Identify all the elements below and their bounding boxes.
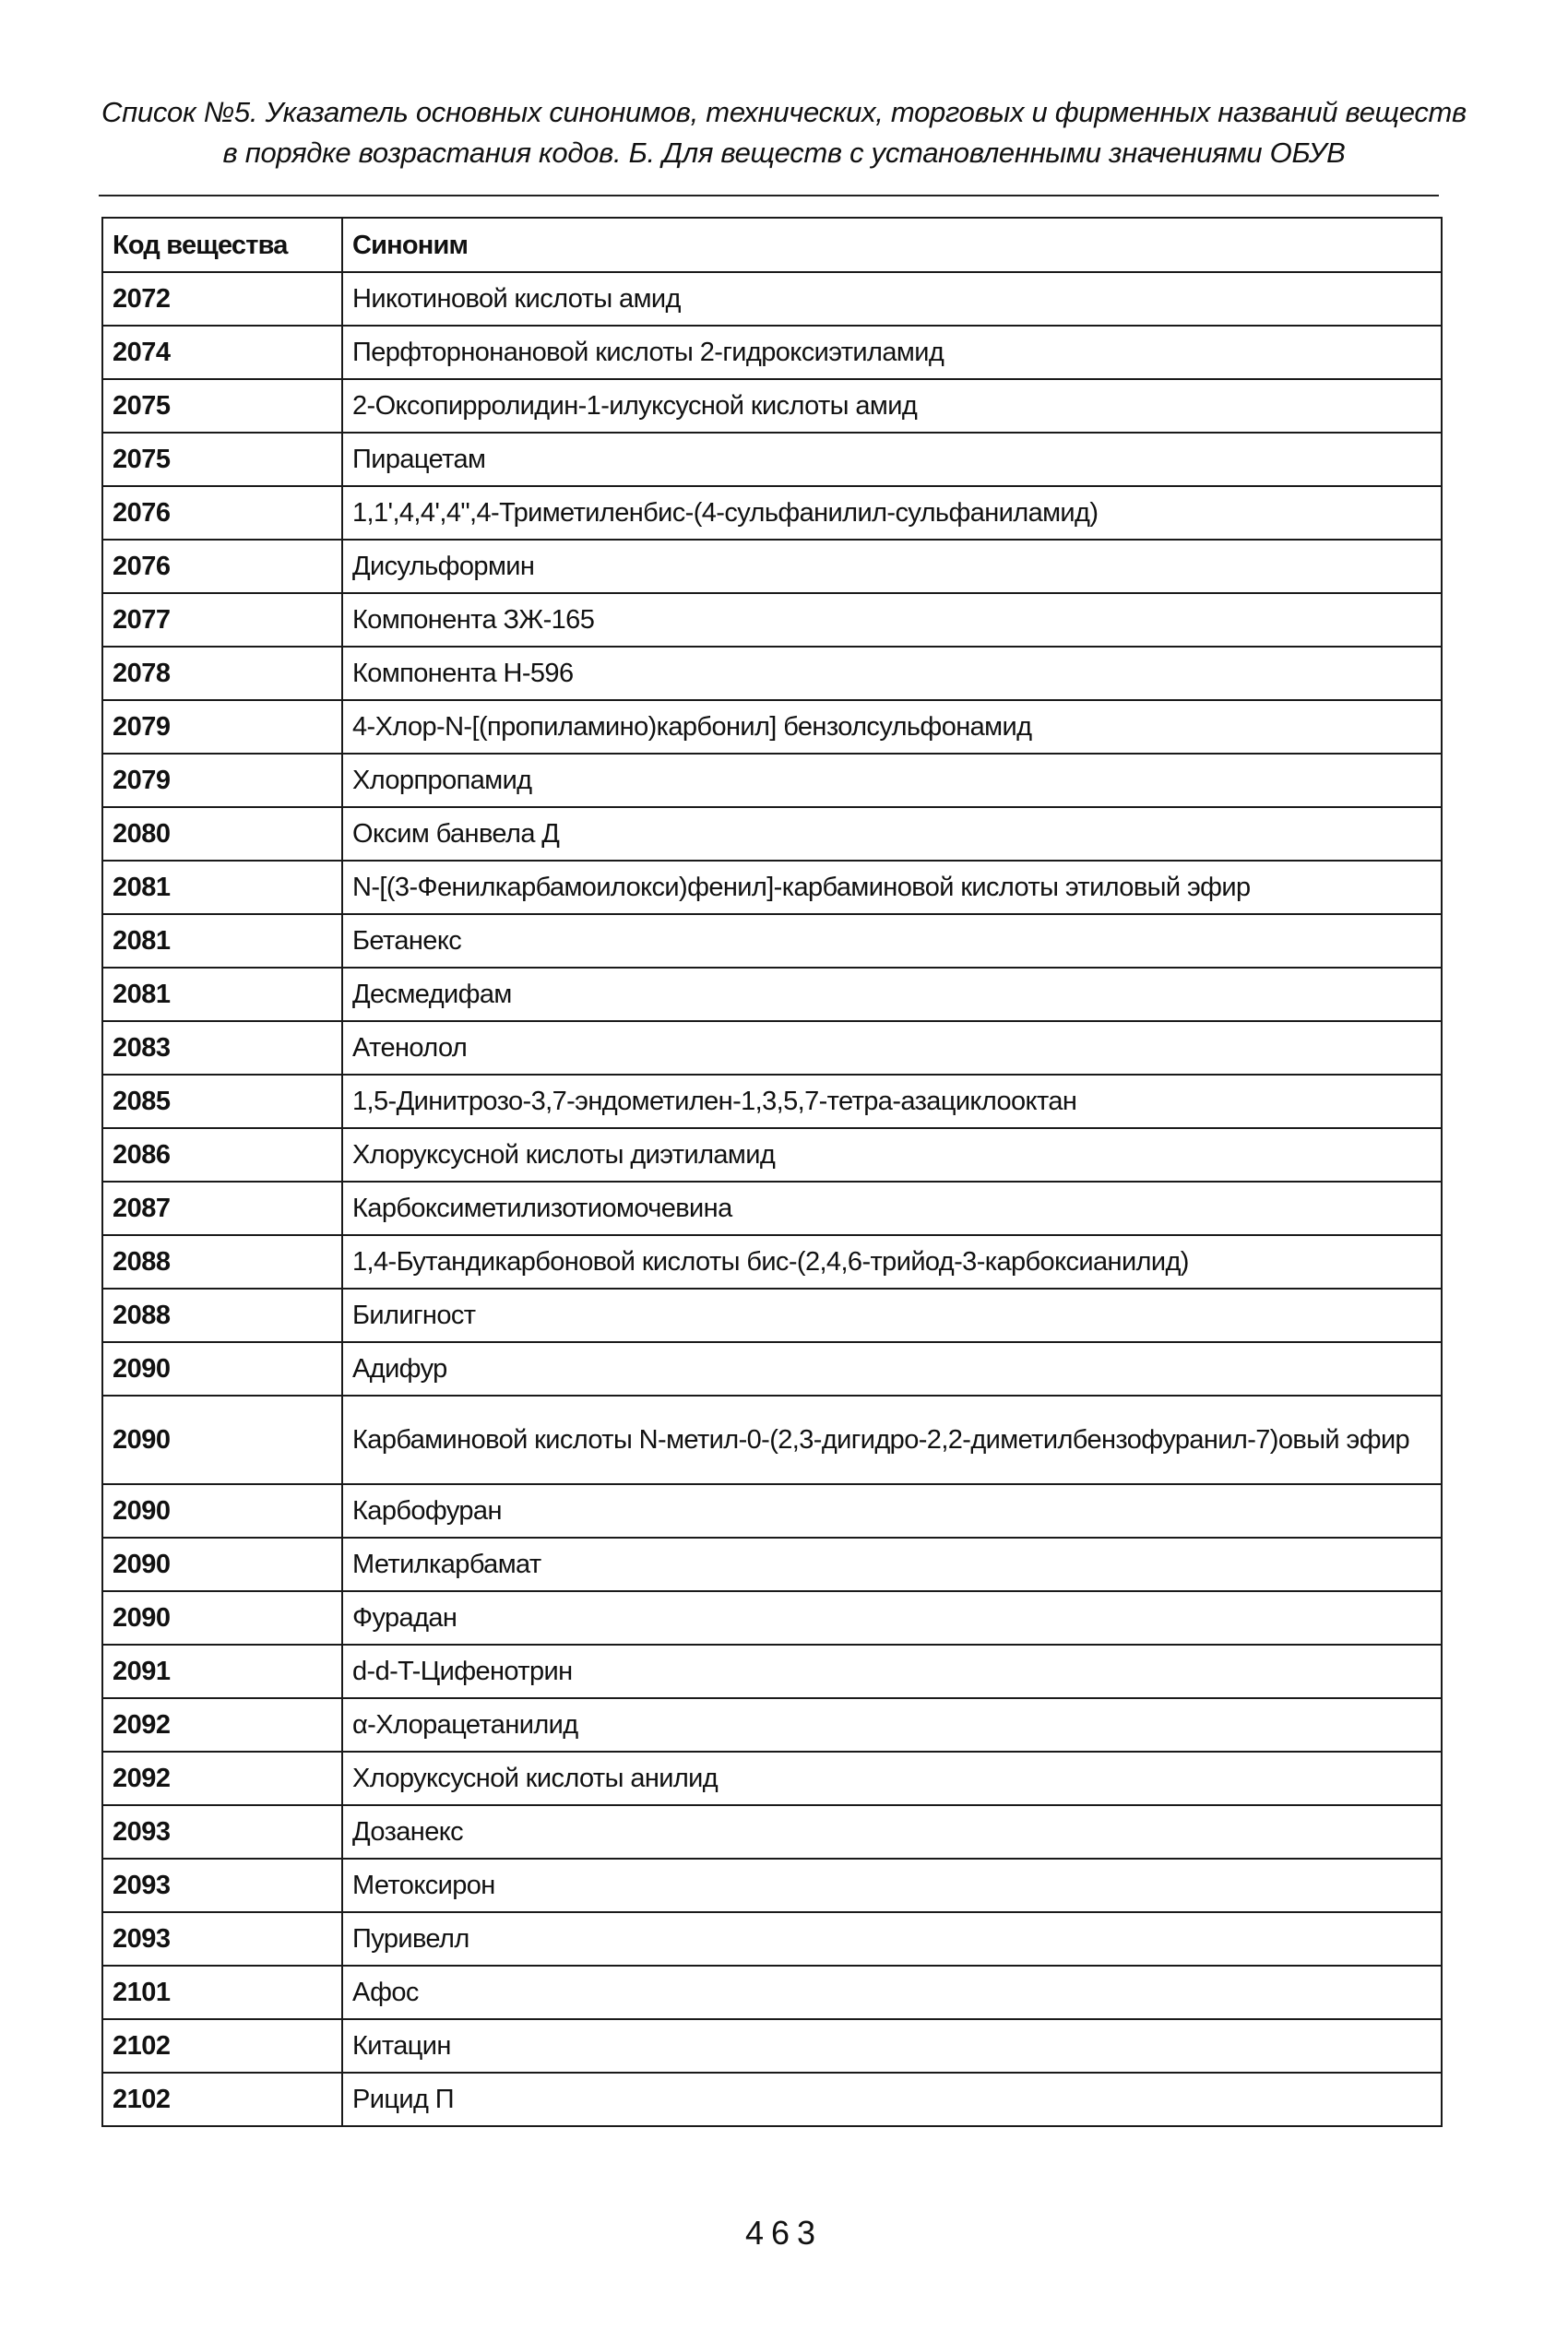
cell-code: 2093 <box>102 1805 342 1859</box>
table-row <box>102 700 1442 754</box>
table-body <box>102 272 1442 2126</box>
cell-synonym: Оксим банвела Д <box>342 807 1442 861</box>
table-row <box>102 861 1442 914</box>
table-row <box>102 1966 1442 2019</box>
cell-code: 2086 <box>102 1128 342 1182</box>
cell-synonym: Десмедифам <box>342 968 1442 1021</box>
table-row <box>102 1805 1442 1859</box>
cell-code: 2090 <box>102 1342 342 1396</box>
cell-synonym: Атенолол <box>342 1021 1442 1075</box>
cell-synonym: Дозанекс <box>342 1805 1442 1859</box>
cell-code: 2074 <box>102 326 342 379</box>
cell-code: 2090 <box>102 1396 342 1484</box>
table-row <box>102 754 1442 807</box>
cell-code: 2092 <box>102 1752 342 1805</box>
table-row <box>102 272 1442 326</box>
table-row <box>102 1538 1442 1591</box>
table-row <box>102 540 1442 593</box>
cell-code: 2088 <box>102 1235 342 1289</box>
header-line-2: в порядке возрастания кодов. Б. Для веществ с установленными значениями ОБУВ <box>222 137 1346 169</box>
table-row <box>102 968 1442 1021</box>
cell-synonym: Дисульформин <box>342 540 1442 593</box>
cell-code: 2085 <box>102 1075 342 1128</box>
cell-synonym: Китацин <box>342 2019 1442 2073</box>
table-row <box>102 1342 1442 1396</box>
cell-synonym: Карбоксиметилизотиомочевина <box>342 1182 1442 1235</box>
page-header <box>92 92 1476 173</box>
cell-synonym: Компонента Н-596 <box>342 647 1442 700</box>
cell-synonym: Метоксирон <box>342 1859 1442 1912</box>
table-row <box>102 1698 1442 1752</box>
table-row <box>102 1235 1442 1289</box>
table-row <box>102 1289 1442 1342</box>
cell-synonym: 1,1',4,4',4",4-Триметиленбис-(4-сульфанилил-сульфаниламид) <box>342 486 1442 540</box>
cell-synonym: 1,4-Бутандикарбоновой кислоты бис-(2,4,6-трийод-3-карбоксианилид) <box>342 1235 1442 1289</box>
cell-code: 2072 <box>102 272 342 326</box>
table-row <box>102 486 1442 540</box>
cell-synonym: Карбаминовой кислоты N-метил-0-(2,3-дигидро-2,2-диметилбензофуранил-7)овый эфир <box>342 1396 1442 1484</box>
cell-synonym: Перфторнонановой кислоты 2-гидроксиэтиламид <box>342 326 1442 379</box>
table-row <box>102 914 1442 968</box>
cell-code: 2093 <box>102 1912 342 1966</box>
header-divider <box>99 195 1439 196</box>
page-number: 463 <box>744 2214 824 2252</box>
cell-code: 2081 <box>102 861 342 914</box>
cell-code: 2093 <box>102 1859 342 1912</box>
cell-code: 2075 <box>102 379 342 433</box>
cell-synonym: 2-Оксопирролидин-1-илуксусной кислоты амид <box>342 379 1442 433</box>
cell-code: 2076 <box>102 540 342 593</box>
table-row <box>102 1752 1442 1805</box>
cell-code: 2102 <box>102 2019 342 2073</box>
cell-synonym: 1,5-Динитрозо-3,7-эндометилен-1,3,5,7-тетра-азациклооктан <box>342 1075 1442 1128</box>
table-row <box>102 1182 1442 1235</box>
cell-code: 2091 <box>102 1645 342 1698</box>
table-row <box>102 807 1442 861</box>
cell-synonym: Пуривелл <box>342 1912 1442 1966</box>
cell-code: 2087 <box>102 1182 342 1235</box>
table-row <box>102 1859 1442 1912</box>
cell-code: 2081 <box>102 914 342 968</box>
cell-synonym: N-[(3-Фенилкарбамоилокси)фенил]-карбаминовой кислоты этиловый эфир <box>342 861 1442 914</box>
cell-synonym: Хлоруксусной кислоты анилид <box>342 1752 1442 1805</box>
table-row <box>102 593 1442 647</box>
cell-synonym: Рицид П <box>342 2073 1442 2126</box>
table-row <box>102 326 1442 379</box>
synonym-index-table <box>101 217 1443 2127</box>
cell-code: 2101 <box>102 1966 342 2019</box>
cell-synonym: Афос <box>342 1966 1442 2019</box>
cell-synonym: Хлорпропамид <box>342 754 1442 807</box>
cell-code: 2077 <box>102 593 342 647</box>
header-line-1: Список №5. Указатель основных синонимов, технических, торговых и фирменных названий веществ <box>101 96 1467 128</box>
cell-synonym: Адифур <box>342 1342 1442 1396</box>
table-row <box>102 2019 1442 2073</box>
cell-code: 2102 <box>102 2073 342 2126</box>
table-row <box>102 1912 1442 1966</box>
cell-code: 2076 <box>102 486 342 540</box>
cell-synonym: Карбофуран <box>342 1484 1442 1538</box>
cell-synonym: Бетанекс <box>342 914 1442 968</box>
column-header-code: Код вещества <box>102 218 342 272</box>
cell-synonym: d-d-T-Цифенотрин <box>342 1645 1442 1698</box>
cell-code: 2079 <box>102 700 342 754</box>
cell-code: 2081 <box>102 968 342 1021</box>
cell-code: 2078 <box>102 647 342 700</box>
cell-synonym: α-Хлорацетанилид <box>342 1698 1442 1752</box>
cell-synonym: 4-Хлор-N-[(пропиламино)карбонил] бензолсульфонамид <box>342 700 1442 754</box>
table-row <box>102 1591 1442 1645</box>
table-row <box>102 1021 1442 1075</box>
cell-synonym: Фурадан <box>342 1591 1442 1645</box>
table-row <box>102 433 1442 486</box>
cell-code: 2090 <box>102 1484 342 1538</box>
table-row <box>102 647 1442 700</box>
cell-synonym: Никотиновой кислоты амид <box>342 272 1442 326</box>
cell-code: 2075 <box>102 433 342 486</box>
cell-code: 2079 <box>102 754 342 807</box>
cell-synonym: Хлоруксусной кислоты диэтиламид <box>342 1128 1442 1182</box>
table-row <box>102 1396 1442 1484</box>
table-row <box>102 1128 1442 1182</box>
cell-synonym: Пирацетам <box>342 433 1442 486</box>
cell-code: 2080 <box>102 807 342 861</box>
cell-code: 2090 <box>102 1591 342 1645</box>
cell-synonym: Компонента ЗЖ-165 <box>342 593 1442 647</box>
table-header-row <box>102 218 1442 272</box>
cell-code: 2088 <box>102 1289 342 1342</box>
table-row <box>102 1075 1442 1128</box>
column-header-synonym: Синоним <box>342 218 1442 272</box>
cell-code: 2083 <box>102 1021 342 1075</box>
cell-code: 2090 <box>102 1538 342 1591</box>
table-row <box>102 1645 1442 1698</box>
table-row <box>102 379 1442 433</box>
table-row <box>102 2073 1442 2126</box>
cell-synonym: Метилкарбамат <box>342 1538 1442 1591</box>
cell-code: 2092 <box>102 1698 342 1752</box>
cell-synonym: Билигност <box>342 1289 1442 1342</box>
table-row <box>102 1484 1442 1538</box>
